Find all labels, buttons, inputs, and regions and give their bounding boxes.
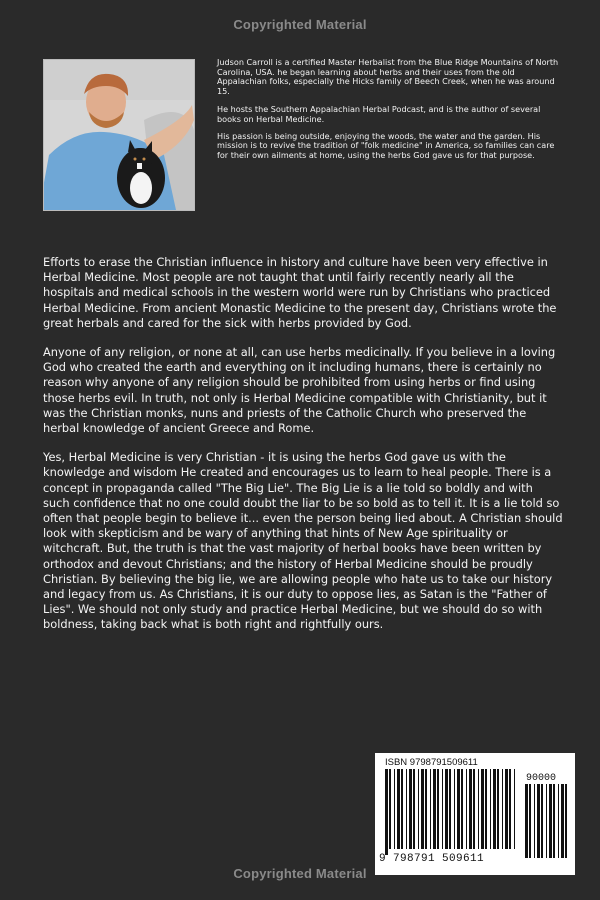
barcode-bar <box>401 769 403 849</box>
copyright-watermark-top: Copyrighted Material <box>233 17 367 32</box>
bio-paragraph-3: His passion is being outside, enjoying the woods, the water and the garden. His mission is to revive the tradition of "folk medicine" in America, so families can care for their own ailments at home, using the herbs God gave us for that purpose. <box>217 130 555 160</box>
barcode-bar <box>529 784 531 858</box>
barcode-bar <box>430 769 431 849</box>
body-paragraph-1: Efforts to erase the Christian influence in history and culture have been very effective in Herbal Medicine. Most people are not taught that until fairly recently nearly all the hospitals and medical schools in the western world were run by Christians who practiced Herbal Medicine. From ancient Monastic Medicine to the present day, Christians wrote the great herbals and cared for the sick with herbs provided by God. <box>43 255 557 330</box>
barcode-bar <box>413 769 415 849</box>
ean-digits: 9 798791 509611 <box>379 853 485 865</box>
barcode-bar <box>385 769 388 855</box>
author-photo-icon <box>44 60 194 210</box>
barcode-bar <box>493 769 496 849</box>
copyright-watermark-bottom: Copyrighted Material <box>233 866 367 881</box>
barcode-bar <box>454 769 455 849</box>
barcode-bar <box>461 769 463 849</box>
barcode-bar <box>505 769 508 849</box>
bio-paragraph-2: He hosts the Southern Appalachian Herbal Podcast, and is the author of several books on Herbal Medicine. <box>217 104 541 124</box>
barcode-bar <box>445 769 448 849</box>
barcode-bar <box>437 769 439 849</box>
barcode-bar <box>389 769 391 849</box>
barcode-bar <box>541 784 543 858</box>
barcode-bar <box>473 769 475 849</box>
barcode-bar <box>406 769 407 849</box>
barcode-bar <box>534 784 535 858</box>
barcode-bar <box>546 784 547 858</box>
barcode-bar <box>442 769 443 849</box>
barcode-bar <box>509 769 511 849</box>
body-paragraph-2: Anyone of any religion, or none at all, can use herbs medicinally. If you believe in a loving God who created the earth and everything on it including humans, there is certainly no reason why anyone of any religion should be prohibited from using herbs or find using those herbs evil. In truth, not only is Herbal Medicine compatible with Christianity, but it was the Christian monks, nuns and priests of the Catholic Church who preserved the herbal knowledge of ancient Greece and Rome. <box>43 345 556 436</box>
barcode-bar <box>537 784 540 858</box>
barcode-bar <box>553 784 555 858</box>
barcode-bar <box>466 769 467 849</box>
barcode-bar <box>525 784 528 858</box>
barcode-bar <box>469 769 472 849</box>
barcode-bar <box>433 769 436 849</box>
back-cover-description <box>43 255 563 647</box>
barcode-bar <box>481 769 484 849</box>
barcode-bar <box>397 769 400 849</box>
barcode-bar <box>394 769 395 849</box>
barcode-bar <box>502 769 503 849</box>
barcode-bar <box>409 769 412 849</box>
barcode-bar <box>485 769 487 849</box>
author-photo <box>44 60 194 210</box>
barcode-bar <box>497 769 499 849</box>
isbn-barcode-box <box>375 753 575 875</box>
barcode-icon <box>385 769 519 855</box>
barcode-bar <box>558 784 559 858</box>
addon-price-code: 90000 <box>526 773 557 784</box>
barcode-bar <box>565 784 567 858</box>
barcode-bar <box>561 784 564 858</box>
barcode-bar <box>449 769 451 849</box>
bio-paragraph-1: Judson Carroll is a certified Master Herbalist from the Blue Ridge Mountains of North Carolina, USA. he began learning about herbs and their uses from the old Appalachian folks, especially the Hicks family of Beech Creek, when he was around 15. <box>217 57 559 96</box>
barcode-bar <box>514 769 515 849</box>
barcode-bar <box>549 784 552 858</box>
barcode-bar <box>425 769 427 849</box>
addon-barcode-icon <box>525 784 569 858</box>
barcode-bar <box>421 769 424 849</box>
barcode-bar <box>418 769 419 849</box>
body-paragraph-3: Yes, Herbal Medicine is very Christian - it is using the herbs God gave us with the knowledge and wisdom He created and encourages us to learn to heal people. There is a concept in propaganda called "The Big Lie". The Big Lie is a lie told so boldly and with such confidence that no one could doubt the liar to be so bold as to tell it. It is a lie told so often that people begin to believe it... even the person being lied about. A Christian should look with skepticism and be wary of anything that hints of New Age spirituality or witchcraft. But, the truth is that the vast majority of herbal books have been written by orthodox and devout Christians; and the history of Herbal Medicine should be proudly Christian. By believing the big lie, we are allowing people who hate us to take our history and legacy from us. As Christians, it is our duty to oppose lies, as Satan is the "Father of Lies". We should not only study and practice Herbal Medicine, but we should do so with boldness, taking back what is both right and rightfully ours. <box>43 450 563 632</box>
isbn-label: ISBN 9798791509611 <box>385 757 478 768</box>
barcode-bar <box>457 769 460 849</box>
barcode-bar <box>490 769 491 849</box>
barcode-bar <box>478 769 479 849</box>
author-bio <box>217 58 562 169</box>
